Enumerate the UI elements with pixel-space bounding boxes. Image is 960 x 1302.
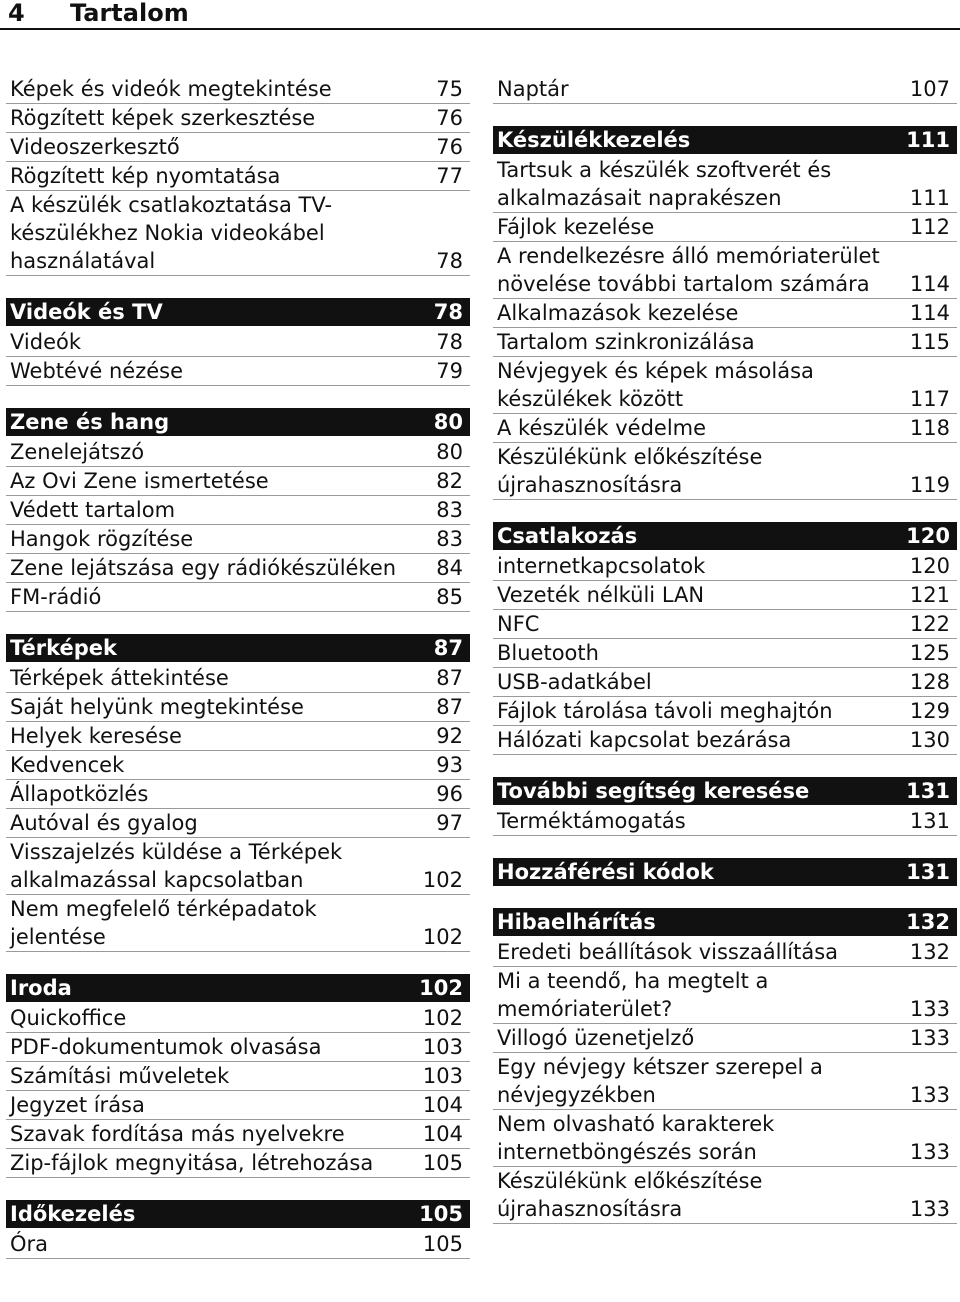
toc-entry-label: internetkapcsolatok [497,554,706,578]
toc-section [493,858,957,886]
toc-entry-label: Naptár [497,77,569,101]
toc-entry[interactable] [6,133,470,162]
page-title: Tartalom [70,0,189,27]
toc-section-heading[interactable] [6,1200,470,1228]
section-heading-page: 131 [906,860,950,884]
toc-entry-label: Számítási műveletek [10,1064,230,1088]
section-heading-label: Zene és hang [10,410,170,434]
toc-entry-page: 105 [422,1232,463,1256]
toc-entry-label: Zene lejátszása egy rádiókészüléken [10,556,397,580]
toc-entry-label: Visszajelzés küldése a Térképek alkalmazással kapcsolatban [10,840,343,892]
toc-entry[interactable] [493,414,957,443]
toc-entry[interactable] [493,213,957,242]
toc-entry-label: Fájlok tárolása távoli meghajtón [497,699,833,723]
section-heading-page: 120 [906,524,950,548]
toc-entry-page: 102 [422,925,463,949]
toc-entry[interactable] [6,780,470,809]
toc-entry-label: Az Ovi Zene ismertetése [10,469,269,493]
toc-entry-page: 118 [909,416,950,440]
toc-entry-page: 112 [909,215,950,239]
toc-entry-page: 84 [436,556,463,580]
toc-entry-label: Védett tartalom [10,498,176,522]
toc-entry-page: 130 [909,728,950,752]
toc-entry-page: 96 [436,782,463,806]
toc-entry-page: 114 [909,272,950,296]
toc-entry-label: Hálózati kapcsolat bezárása [497,728,792,752]
toc-section [493,75,957,104]
toc-entry-page: 128 [909,670,950,694]
toc-entry-label: Nem megfelelő térképadatok jelentése [10,897,317,949]
toc-entry-label: Webtévé nézése [10,359,183,383]
toc-right-column [493,75,957,1224]
toc-section-heading[interactable] [6,408,470,436]
toc-entry-label: Egy névjegy kétszer szerepel a névjegyzékben [497,1055,823,1107]
toc-entry-label: Térképek áttekintése [10,666,229,690]
toc-entry-page: 107 [909,77,950,101]
toc-entry-label: A készülék csatlakoztatása TV- készülékhez Nokia videokábel használatával [10,193,333,273]
toc-entry-label: Szavak fordítása más nyelvekre [10,1122,345,1146]
section-heading-label: Hibaelhárítás [497,910,656,934]
toc-entry-label: Videoszerkesztő [10,135,180,159]
toc-entry-page: 131 [909,809,950,833]
toc-entry[interactable] [493,807,957,836]
toc-entry-page: 121 [909,583,950,607]
toc-entry[interactable] [493,1053,957,1110]
toc-entry[interactable] [6,1062,470,1091]
toc-entry-label: Autóval és gyalog [10,811,198,835]
section-heading-page: 105 [419,1202,463,1226]
toc-entry[interactable] [493,1110,957,1167]
toc-entry-page: 79 [436,359,463,383]
section-heading-page: 132 [906,910,950,934]
toc-entry-label: A rendelkezésre álló memóriaterület növelése további tartalom számára [497,244,880,296]
toc-entry-page: 105 [422,1151,463,1175]
toc-entry-label: Rögzített kép nyomtatása [10,164,281,188]
toc-section-heading[interactable] [6,974,470,1002]
toc-entry[interactable] [6,664,470,693]
toc-section [6,408,470,612]
toc-entry-label: Saját helyünk megtekintése [10,695,304,719]
toc-section-heading[interactable] [493,858,957,886]
toc-entry-label: Mi a teendő, ha megtelt a memóriaterület? [497,969,769,1021]
toc-entry-label: Hangok rögzítése [10,527,194,551]
section-heading-page: 78 [433,300,463,324]
toc-entry-label: Zenelejátszó [10,440,145,464]
toc-entry-label: USB-adatkábel [497,670,652,694]
toc-section [6,1200,470,1259]
toc-entry[interactable] [493,610,957,639]
toc-entry[interactable] [6,1149,470,1178]
toc-entry[interactable] [6,496,470,525]
toc-entry-label: Névjegyek és képek másolása készülékek között [497,359,814,411]
toc-entry-label: Quickoffice [10,1006,127,1030]
toc-entry[interactable] [6,693,470,722]
toc-entry[interactable] [493,156,957,213]
toc-entry[interactable] [6,328,470,357]
section-heading-label: Hozzáférési kódok [497,860,714,884]
toc-entry-label: Videók [10,330,81,354]
toc-entry-page: 115 [909,330,950,354]
toc-entry-page: 83 [436,498,463,522]
toc-entry[interactable] [6,75,470,104]
toc-entry[interactable] [6,895,470,952]
toc-entry[interactable] [6,554,470,583]
toc-entry-page: 103 [422,1064,463,1088]
toc-entry[interactable] [493,242,957,299]
toc-entry-label: Vezeték nélküli LAN [497,583,705,607]
toc-entry-page: 76 [436,135,463,159]
toc-entry-label: Villogó üzenetjelző [497,1026,695,1050]
toc-section [6,75,470,276]
toc-entry-page: 75 [436,77,463,101]
toc-entry-page: 92 [436,724,463,748]
toc-entry[interactable] [493,299,957,328]
toc-entry-label: Óra [10,1232,49,1256]
toc-entry-page: 97 [436,811,463,835]
toc-entry[interactable] [493,581,957,610]
toc-entry[interactable] [493,75,957,104]
toc-entry[interactable] [6,104,470,133]
toc-entry-page: 114 [909,301,950,325]
toc-entry-page: 122 [909,612,950,636]
toc-entry[interactable] [6,191,470,276]
toc-section [6,298,470,386]
section-heading-page: 102 [419,976,463,1000]
toc-entry[interactable] [6,1033,470,1062]
toc-entry-label: Nem olvasható karakterek internetböngészés során [497,1112,775,1164]
toc-entry-page: 87 [436,666,463,690]
toc-entry[interactable] [6,809,470,838]
toc-section-heading[interactable] [6,298,470,326]
section-heading-label: Készülékkezelés [497,128,691,152]
toc-entry-label: Zip-fájlok megnyitása, létrehozása [10,1151,374,1175]
toc-entry[interactable] [493,328,957,357]
section-heading-page: 80 [433,410,463,434]
page-header [0,0,960,30]
toc-section [6,634,470,952]
toc-entry[interactable] [493,668,957,697]
toc-entry[interactable] [493,639,957,668]
toc-entry-label: Állapotközlés [10,782,149,806]
toc-entry-page: 119 [909,473,950,497]
toc-entry[interactable] [6,1230,470,1259]
toc-section [493,522,957,755]
toc-entry-page: 111 [909,186,950,210]
toc-section [493,908,957,1224]
toc-entry[interactable] [6,722,470,751]
section-heading-label: További segítség keresése [497,779,810,803]
toc-entry[interactable] [493,967,957,1024]
toc-entry-label: FM-rádió [10,585,102,609]
toc-entry-label: Kedvencek [10,753,125,777]
section-heading-page: 87 [433,636,463,660]
toc-entry-page: 76 [436,106,463,130]
toc-entry-page: 102 [422,868,463,892]
toc-entry-label: Fájlok kezelése [497,215,655,239]
toc-section-heading[interactable] [493,908,957,936]
toc-entry-page: 77 [436,164,463,188]
toc-entry[interactable] [6,838,470,895]
toc-entry[interactable] [493,552,957,581]
toc-entry-page: 93 [436,753,463,777]
toc-entry-label: Bluetooth [497,641,599,665]
section-heading-label: Videók és TV [10,300,163,324]
toc-entry[interactable] [6,1120,470,1149]
toc-entry-label: Tartsuk a készülék szoftverét és alkalmazásait naprakészen [497,158,832,210]
toc-entry[interactable] [493,938,957,967]
toc-entry[interactable] [6,438,470,467]
toc-section [493,126,957,500]
toc-entry-page: 133 [909,1197,950,1221]
section-heading-label: Időkezelés [10,1202,136,1226]
toc-entry-page: 78 [436,249,463,273]
section-heading-page: 111 [906,128,950,152]
section-heading-page: 131 [906,779,950,803]
toc-entry-page: 78 [436,330,463,354]
section-heading-label: Csatlakozás [497,524,638,548]
toc-entry[interactable] [6,357,470,386]
section-heading-label: Iroda [10,976,72,1000]
toc-entry-page: 87 [436,695,463,719]
toc-entry-page: 129 [909,699,950,723]
toc-entry-page: 133 [909,1026,950,1050]
toc-entry-label: Készülékünk előkészítése újrahasznosításra [497,1169,763,1221]
toc-entry-page: 80 [436,440,463,464]
toc-entry-label: A készülék védelme [497,416,707,440]
toc-section-heading[interactable] [493,777,957,805]
toc-entry[interactable] [6,467,470,496]
toc-section [6,974,470,1178]
toc-entry-page: 133 [909,997,950,1021]
toc-entry-label: Képek és videók megtekintése [10,77,332,101]
toc-entry-page: 133 [909,1140,950,1164]
toc-entry-label: Tartalom szinkronizálása [497,330,755,354]
toc-section [493,777,957,836]
toc-entry-label: NFC [497,612,540,636]
toc-left-column [6,75,470,1259]
toc-entry[interactable] [493,726,957,755]
toc-entry-page: 125 [909,641,950,665]
toc-entry-page: 117 [909,387,950,411]
toc-entry[interactable] [6,525,470,554]
toc-entry-page: 104 [422,1122,463,1146]
toc-entry-label: Eredeti beállítások visszaállítása [497,940,839,964]
toc-entry[interactable] [6,583,470,612]
toc-entry-page: 83 [436,527,463,551]
toc-entry-label: Helyek keresése [10,724,182,748]
toc-entry-label: Rögzített képek szerkesztése [10,106,316,130]
toc-entry-label: Terméktámogatás [497,809,686,833]
toc-section-heading[interactable] [6,634,470,662]
toc-entry-page: 120 [909,554,950,578]
section-heading-label: Térképek [10,636,118,660]
toc-entry-label: Készülékünk előkészítése újrahasznosításra [497,445,763,497]
toc-entry-label: PDF-dokumentumok olvasása [10,1035,322,1059]
toc-entry-page: 102 [422,1006,463,1030]
toc-entry[interactable] [6,162,470,191]
toc-section-heading[interactable] [493,522,957,550]
toc-entry[interactable] [493,1024,957,1053]
toc-entry-page: 133 [909,1083,950,1107]
page-number: 4 [8,0,25,27]
toc-entry[interactable] [6,751,470,780]
toc-entry-page: 85 [436,585,463,609]
toc-entry-label: Alkalmazások kezelése [497,301,739,325]
toc-entry-page: 103 [422,1035,463,1059]
toc-entry[interactable] [493,1167,957,1224]
toc-entry-label: Jegyzet írása [10,1093,145,1117]
toc-entry[interactable] [6,1091,470,1120]
toc-entry[interactable] [6,1004,470,1033]
toc-entry[interactable] [493,443,957,500]
toc-entry[interactable] [493,697,957,726]
toc-entry-page: 132 [909,940,950,964]
toc-entry[interactable] [493,357,957,414]
toc-entry-page: 104 [422,1093,463,1117]
toc-entry-page: 82 [436,469,463,493]
toc-section-heading[interactable] [493,126,957,154]
